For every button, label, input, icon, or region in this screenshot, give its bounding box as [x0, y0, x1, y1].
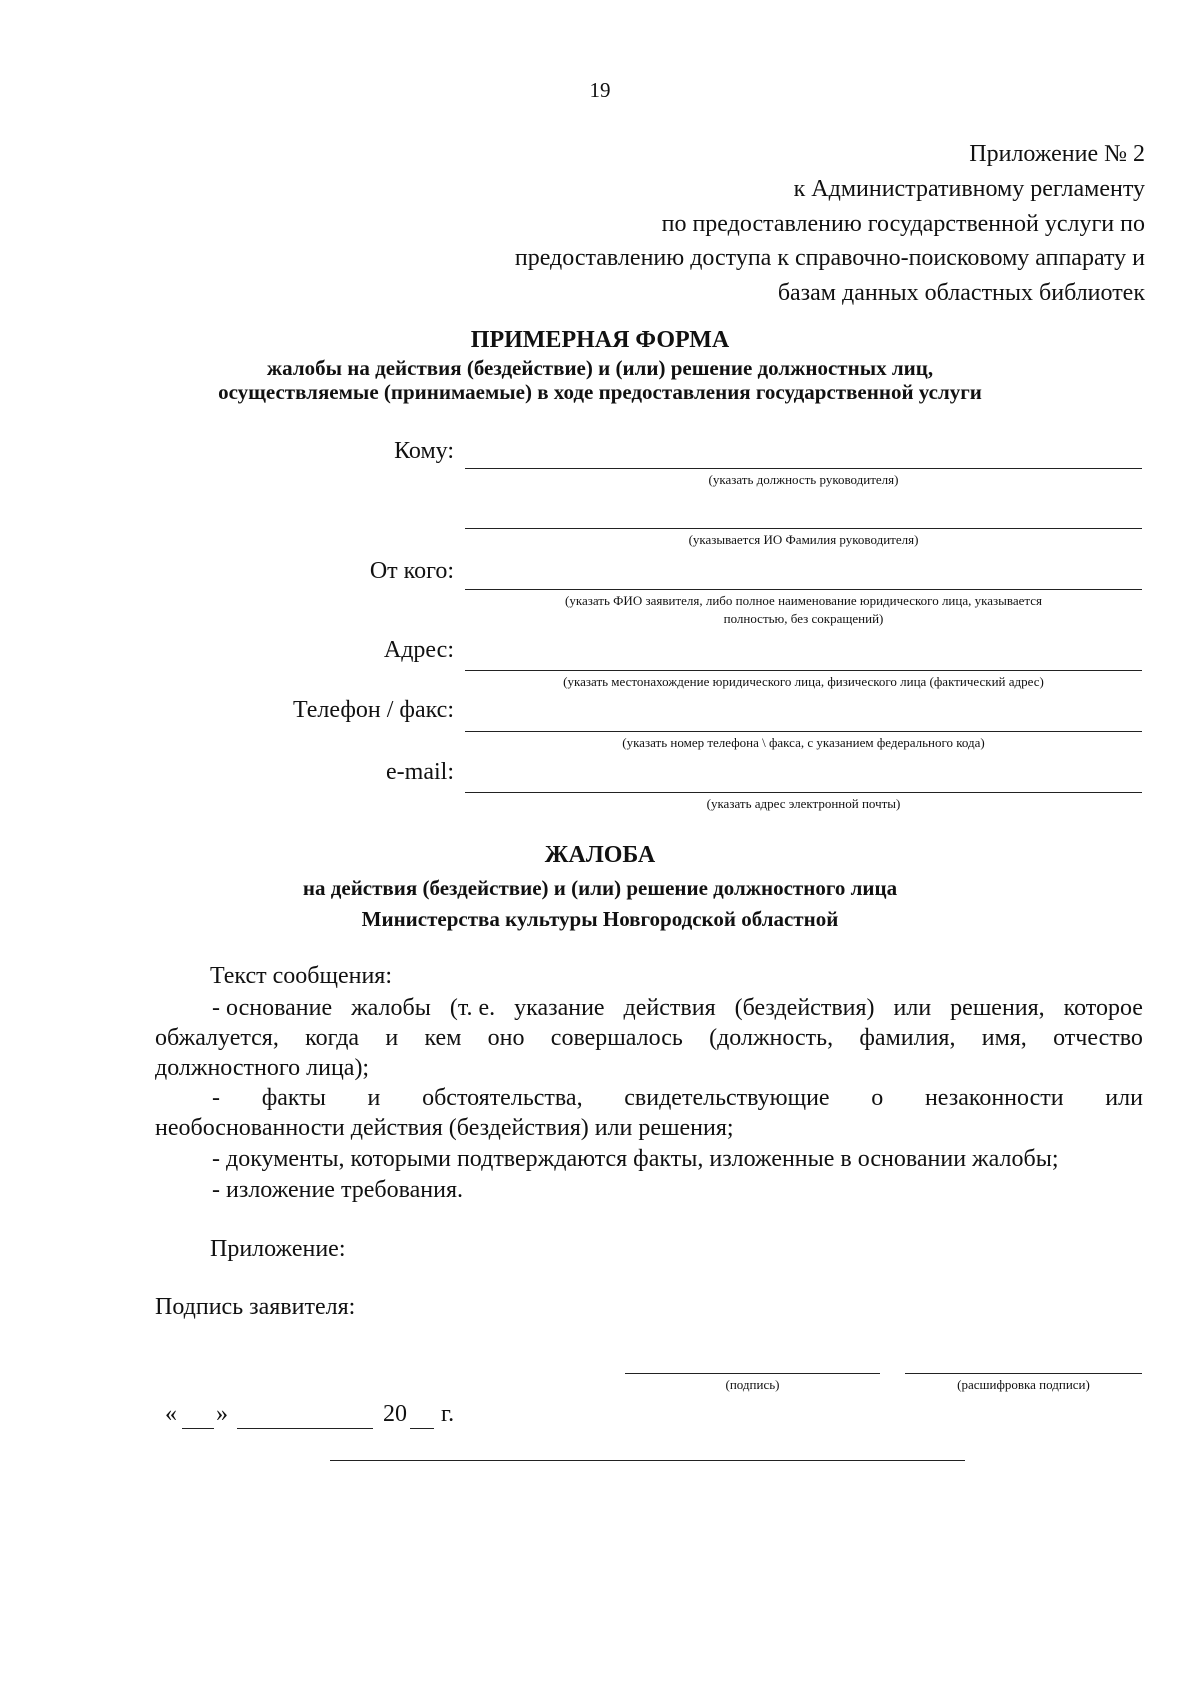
- from-label: От кого:: [369, 558, 454, 584]
- word: о: [871, 1085, 884, 1111]
- complaint-heading: ЖАЛОБА: [544, 842, 656, 868]
- date-year-suffix: г.: [441, 1401, 455, 1427]
- item3: - документы, которыми подтверждаются факты, изложенные в основании жалобы;: [212, 1146, 1059, 1172]
- word: или: [1105, 1085, 1143, 1111]
- address-line[interactable]: [465, 670, 1142, 671]
- item1-line-3: должностного лица);: [155, 1055, 370, 1081]
- word: обжалуется,: [155, 1025, 279, 1051]
- word: (должность,: [709, 1025, 834, 1051]
- word: оно: [487, 1025, 525, 1051]
- date-open-quote: «: [165, 1401, 177, 1427]
- word: отчество: [1053, 1025, 1143, 1051]
- word: решения,: [950, 995, 1045, 1021]
- from-hint-1: (указать ФИО заявителя, либо полное наименование юридического лица, указывается: [565, 593, 1042, 608]
- phone-hint: (указать номер телефона \ факса, с указанием федерального кода): [622, 735, 985, 750]
- item2-line-2: необоснованности действия (бездействия) или решения;: [155, 1115, 734, 1141]
- from-line[interactable]: [465, 589, 1142, 590]
- word: которое: [1063, 995, 1143, 1021]
- signature-hint: (подпись): [725, 1377, 780, 1392]
- appendix-line-5: базам данных областных библиотек: [777, 280, 1145, 306]
- word: (бездействия): [734, 995, 875, 1021]
- word: (т. е.: [449, 995, 496, 1021]
- phone-line[interactable]: [465, 731, 1142, 732]
- signature-label: Подпись заявителя:: [155, 1294, 356, 1320]
- word: жалобы: [351, 995, 431, 1021]
- word: фамилия,: [859, 1025, 956, 1051]
- date-month-line[interactable]: [237, 1428, 373, 1429]
- appendix-line-2: к Административному регламенту: [793, 176, 1145, 202]
- word: незаконности: [924, 1085, 1064, 1111]
- email-label: e-mail:: [386, 759, 454, 785]
- word: кем: [424, 1025, 462, 1051]
- bottom-rule: [330, 1460, 965, 1461]
- signature-decode-hint: (расшифровка подписи): [957, 1377, 1090, 1392]
- form-subtitle-line-2: осуществляемые (принимаемые) в ходе предоставления государственной услуги: [218, 380, 982, 404]
- date-day-line[interactable]: [182, 1428, 214, 1429]
- word: обстоятельства,: [422, 1085, 583, 1111]
- word: или: [893, 995, 932, 1021]
- word: и: [385, 1025, 399, 1051]
- phone-label: Телефон / факс:: [293, 697, 454, 723]
- word: - основание: [212, 995, 333, 1021]
- word: свидетельствующие: [624, 1085, 830, 1111]
- address-hint: (указать местонахождение юридического лица, физического лица (фактический адрес): [563, 674, 1044, 689]
- word: действия: [623, 995, 716, 1021]
- word: -: [212, 1085, 220, 1111]
- date-close-quote: »: [216, 1401, 228, 1427]
- to-name-line[interactable]: [465, 528, 1142, 529]
- appendix-line-1: Приложение № 2: [969, 141, 1145, 167]
- from-hint-2: полностью, без сокращений): [723, 611, 884, 626]
- item4: - изложение требования.: [212, 1177, 463, 1203]
- word: и: [367, 1085, 381, 1111]
- to-label: Кому:: [394, 438, 454, 464]
- item1-line-2: [155, 1025, 1143, 1052]
- word: факты: [261, 1085, 326, 1111]
- form-heading: ПРИМЕРНАЯ ФОРМА: [470, 327, 730, 353]
- word: указание: [514, 995, 605, 1021]
- attachment-label: Приложение:: [210, 1236, 346, 1262]
- complaint-line-2: Министерства культуры Новгородской областной: [361, 907, 839, 931]
- word: имя,: [981, 1025, 1027, 1051]
- item2-line-1: [212, 1085, 1143, 1112]
- to-position-line[interactable]: [465, 468, 1142, 469]
- signature-line[interactable]: [625, 1373, 880, 1374]
- to-position-hint: (указать должность руководителя): [708, 472, 899, 487]
- email-line[interactable]: [465, 792, 1142, 793]
- word: когда: [305, 1025, 360, 1051]
- form-subtitle-line-1: жалобы на действия (бездействие) и (или) решение должностных лиц,: [266, 356, 934, 380]
- email-hint: (указать адрес электронной почты): [706, 796, 901, 811]
- item1-line-1: [212, 995, 1143, 1022]
- address-label: Адрес:: [383, 637, 454, 663]
- date-year-line[interactable]: [410, 1428, 434, 1429]
- signature-decode-line[interactable]: [905, 1373, 1142, 1374]
- to-name-hint: (указывается ИО Фамилия руководителя): [688, 532, 919, 547]
- appendix-line-3: по предоставлению государственной услуги по: [661, 211, 1145, 237]
- message-label: Текст сообщения:: [210, 963, 392, 989]
- word: совершалось: [550, 1025, 683, 1051]
- appendix-line-4: предоставлению доступа к справочно-поисковому аппарату и: [514, 245, 1145, 271]
- page-number: 19: [589, 78, 611, 102]
- complaint-line-1: на действия (бездействие) и (или) решение должностного лица: [302, 876, 898, 900]
- date-year-prefix: 20: [383, 1401, 407, 1427]
